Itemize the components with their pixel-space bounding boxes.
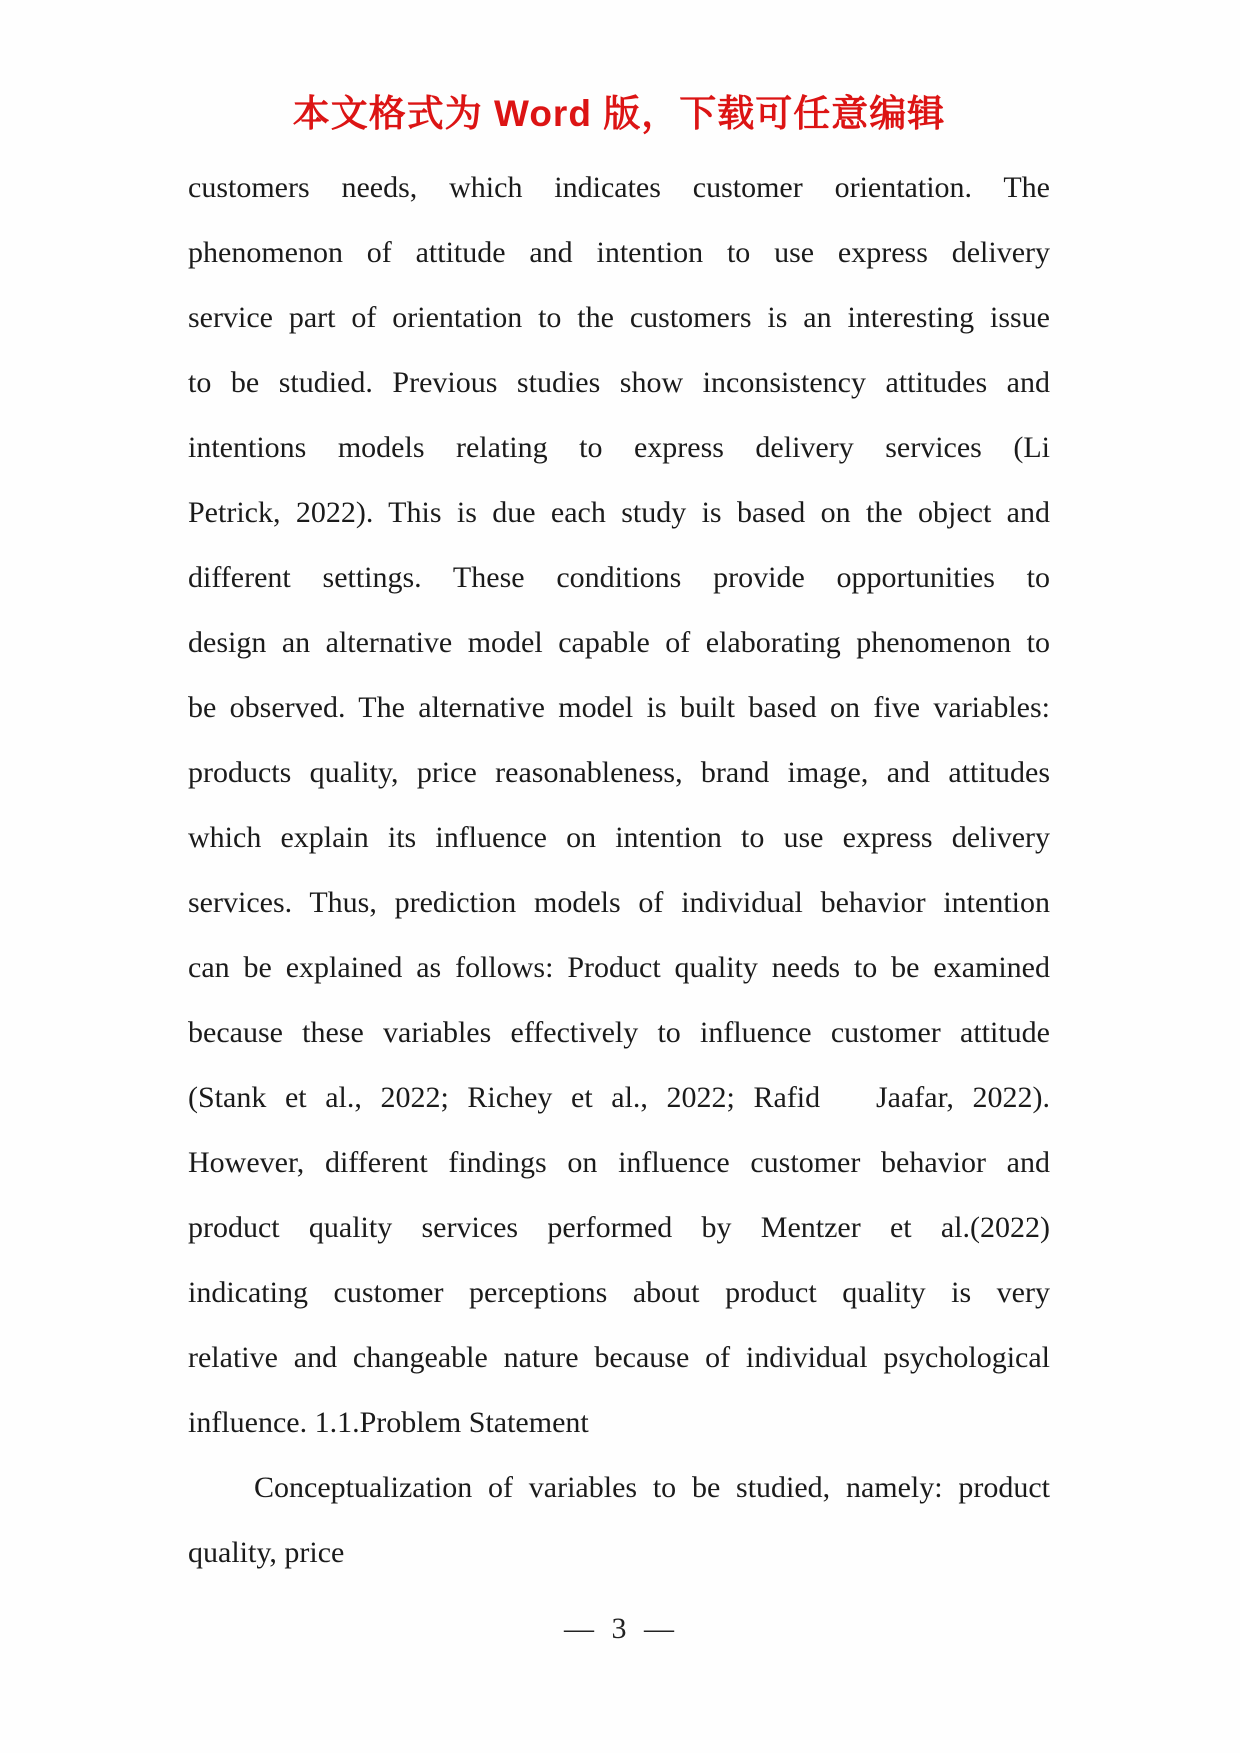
page-footer xyxy=(188,1608,1050,1650)
text-line-paragraph-start: Conceptualization of variables to be studied, namely: product xyxy=(254,1471,1050,1504)
text-line: be observed. The alternative model is built based on five variables: xyxy=(188,691,1050,724)
text-line: can be explained as follows: Product quality needs to be examined xyxy=(188,951,1050,984)
text-line: service part of orientation to the customers is an interesting issue xyxy=(188,301,1050,334)
doc-format-notice: 本文格式为 Word 版，下载可任意编辑 xyxy=(292,93,946,134)
text-line: because these variables effectively to influence customer attitude xyxy=(188,1016,1050,1049)
text-line-paragraph-end: quality, price xyxy=(188,1536,345,1569)
text-line: products quality, price reasonableness, brand image, and attitudes xyxy=(188,756,1050,789)
text-line: which explain its influence on intention to use express delivery xyxy=(188,821,1050,854)
text-line: (Stank et al., 2022; Richey et al., 2022; Rafid Jaafar, 2022). xyxy=(188,1081,1050,1114)
text-line: indicating customer perceptions about product quality is very xyxy=(188,1276,1050,1309)
text-line: to be studied. Previous studies show inconsistency attitudes and xyxy=(188,366,1050,399)
text-line: different settings. These conditions provide opportunities to xyxy=(188,561,1050,594)
text-line-paragraph-end: influence. 1.1.Problem Statement xyxy=(188,1406,589,1439)
text-line: services. Thus, prediction models of individual behavior intention xyxy=(188,886,1050,919)
text-line: customers needs, which indicates customer orientation. The xyxy=(188,171,1050,204)
text-line: design an alternative model capable of elaborating phenomenon to xyxy=(188,626,1050,659)
text-line: However, different findings on influence customer behavior and xyxy=(188,1146,1050,1179)
text-line: product quality services performed by Mentzer et al.(2022) xyxy=(188,1211,1050,1244)
text-line: relative and changeable nature because of individual psychological xyxy=(188,1341,1050,1374)
page-number: — 3 — xyxy=(564,1612,674,1645)
body-text xyxy=(188,155,1050,1585)
text-line: phenomenon of attitude and intention to use express delivery xyxy=(188,236,1050,269)
text-line: intentions models relating to express delivery services (Li xyxy=(188,431,1050,464)
text-line: Petrick, 2022). This is due each study is based on the object and xyxy=(188,496,1050,529)
